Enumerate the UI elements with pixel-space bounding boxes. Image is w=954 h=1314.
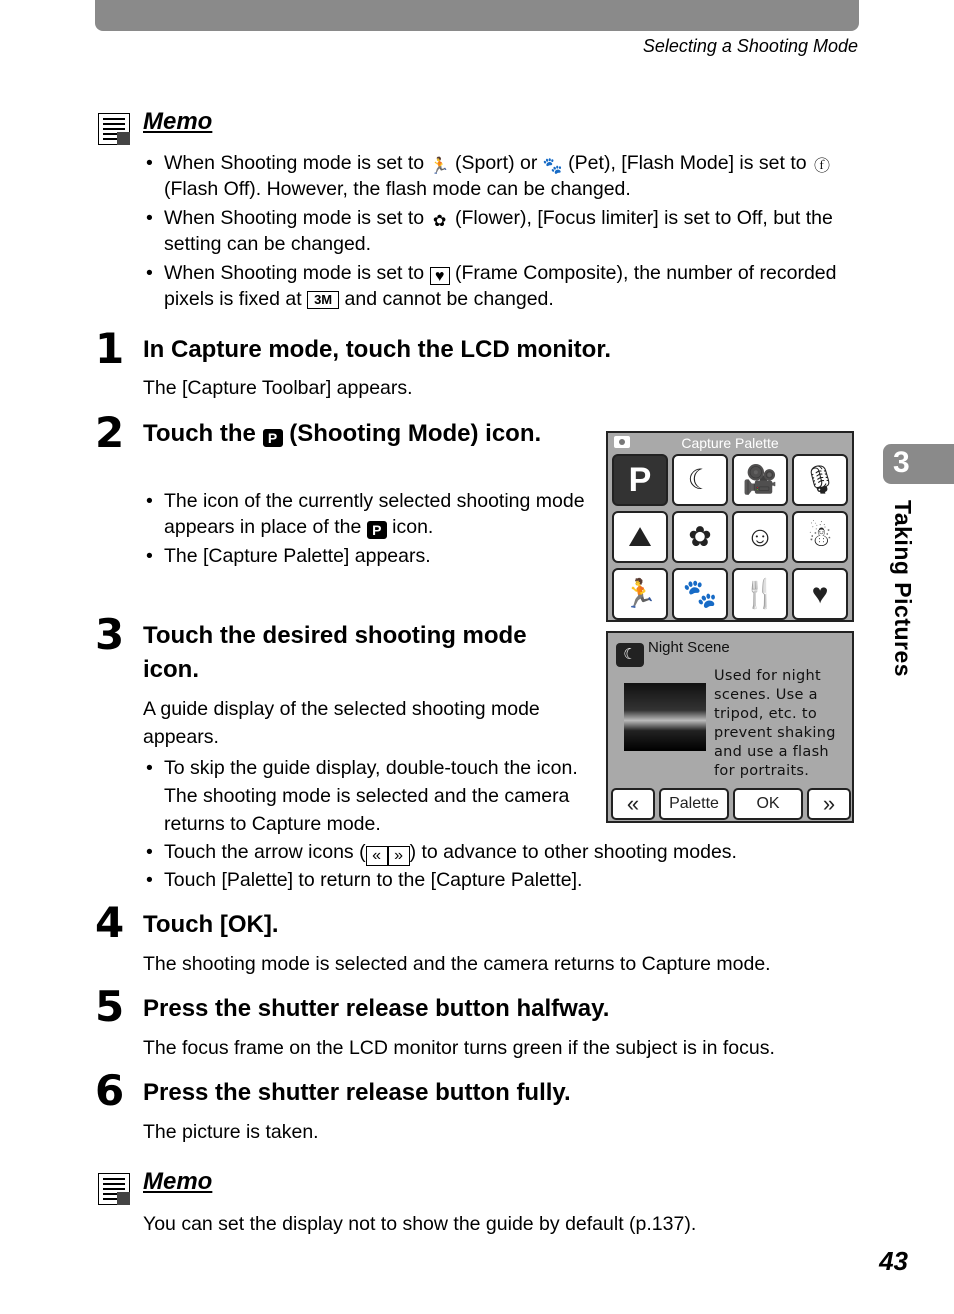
step-bullet: • To skip the guide display, double-touch the icon. The shooting mode is selected and the camera returns to Capture mode. xyxy=(144,754,589,838)
next-mode-button[interactable]: » xyxy=(807,788,851,820)
memo-bullet xyxy=(144,150,859,202)
voice-recording-icon[interactable]: 🎙 xyxy=(792,454,848,506)
memo-icon xyxy=(98,113,130,145)
sport-icon[interactable]: 🏃 xyxy=(612,568,668,620)
guide-display-screen xyxy=(606,631,854,823)
program-mode-icon[interactable]: P xyxy=(612,454,668,506)
step-bullet xyxy=(144,838,859,866)
palette-button[interactable]: Palette xyxy=(659,788,729,820)
portrait-icon[interactable]: ☺ xyxy=(732,511,788,563)
food-icon[interactable]: 🍴 xyxy=(732,568,788,620)
previous-mode-button[interactable]: « xyxy=(611,788,655,820)
chapter-number: 3 xyxy=(893,446,910,479)
page-header-title: Selecting a Shooting Mode xyxy=(642,36,858,56)
pet-icon: 🐾 xyxy=(542,158,563,175)
step-bullet-list xyxy=(144,838,859,897)
step-title xyxy=(143,417,563,451)
step-number: 3 xyxy=(95,610,125,659)
text: (Flash Off). However, the flash mode can be changed. xyxy=(164,178,631,200)
step-title: In Capture mode, touch the LCD monitor. xyxy=(143,336,611,363)
step-bullet-list xyxy=(144,488,586,572)
text: (Shooting Mode) icon. xyxy=(282,420,542,447)
step-number: 5 xyxy=(95,982,125,1031)
frame-composite-icon[interactable]: ♥ xyxy=(792,568,848,620)
flash-off-icon: ⓕ xyxy=(814,158,831,175)
step-bullet: • Touch [Palette] to return to the [Capture Palette]. xyxy=(144,866,859,894)
step-body: The picture is taken. xyxy=(143,1121,319,1143)
step-body: The focus frame on the LCD monitor turns green if the subject is in focus. xyxy=(143,1037,775,1059)
night-scene-icon[interactable]: ☾ xyxy=(672,454,728,506)
step-title: Touch the desired shooting mode icon. xyxy=(143,622,527,683)
frame-composite-icon: ♥ xyxy=(430,267,450,285)
text: (Sport) or xyxy=(449,152,543,174)
text: ) to advance to other shooting modes. xyxy=(409,841,737,863)
chapter-label: Taking Pictures xyxy=(890,500,916,678)
landscape-icon[interactable]: ⛰ xyxy=(612,511,668,563)
palette-title: Capture Palette xyxy=(681,435,779,451)
text: (Frame Composite), the number of recorded pixels is fixed at xyxy=(164,262,837,310)
flower-icon: ✿ xyxy=(432,213,447,230)
text: When Shooting mode is set to xyxy=(164,262,430,284)
top-bar xyxy=(95,0,859,31)
step-number: 6 xyxy=(95,1066,125,1115)
flower-icon[interactable]: ✿ xyxy=(672,511,728,563)
memo-icon xyxy=(98,1173,130,1205)
step-body: A guide display of the selected shooting mode appears. xyxy=(143,698,540,748)
shooting-mode-p-icon: P xyxy=(367,521,387,539)
capture-palette-screen xyxy=(606,431,854,622)
guide-sample-photo xyxy=(624,683,706,751)
step-number: 1 xyxy=(95,324,125,373)
guide-description: Used for night scenes. Use a tripod, etc. to prevent shaking and use a flash for portraits. xyxy=(714,668,836,779)
guide-mode-name: Night Scene xyxy=(648,639,730,656)
step-title: Press the shutter release button fully. xyxy=(143,1079,571,1106)
left-arrow-icon: « xyxy=(366,846,388,866)
right-arrow-icon: » xyxy=(388,846,410,866)
step-number: 2 xyxy=(95,408,125,457)
page-number: 43 xyxy=(879,1246,908,1276)
step-bullet xyxy=(144,488,586,540)
memo-bullet xyxy=(144,260,859,312)
step-body: The [Capture Toolbar] appears. xyxy=(143,377,413,399)
text: (Pet), [Flash Mode] is set to xyxy=(562,152,813,174)
memo-body: You can set the display not to show the guide by default (p.137). xyxy=(143,1213,697,1235)
memo-title: Memo xyxy=(143,1168,213,1195)
movie-icon[interactable]: 🎥 xyxy=(732,454,788,506)
text: When Shooting mode is set to xyxy=(164,207,430,229)
ok-button[interactable]: OK xyxy=(733,788,803,820)
text: The icon of the currently selected shooting mode appears in place of the xyxy=(164,490,585,538)
step-bullet-list xyxy=(144,754,589,841)
resolution-3m-icon: 3M xyxy=(307,291,339,309)
text: When Shooting mode is set to xyxy=(164,152,430,174)
pet-icon[interactable]: 🐾 xyxy=(672,568,728,620)
text: icon. xyxy=(386,516,434,538)
sport-icon: 🏃 xyxy=(429,158,450,175)
memo-title: Memo xyxy=(143,108,213,135)
step-body: The shooting mode is selected and the camera returns to Capture mode. xyxy=(143,953,771,975)
text: (Flower), [Focus limiter] is set to Off, but the setting can be changed. xyxy=(164,207,833,255)
text: Touch the arrow icons ( xyxy=(164,841,366,863)
shooting-mode-p-icon: P xyxy=(263,429,283,447)
step-number: 4 xyxy=(95,898,125,947)
step-title: Press the shutter release button halfway. xyxy=(143,995,610,1022)
step-bullet: • The [Capture Palette] appears. xyxy=(144,543,586,569)
night-scene-icon: ☾ xyxy=(616,643,644,667)
memo-bullet-list xyxy=(144,150,859,315)
text: and cannot be changed. xyxy=(339,288,554,310)
surf-snow-icon[interactable]: ☃ xyxy=(792,511,848,563)
step-title: Touch [OK]. xyxy=(143,911,279,938)
memo-bullet xyxy=(144,205,859,257)
text: Touch the xyxy=(143,420,263,447)
